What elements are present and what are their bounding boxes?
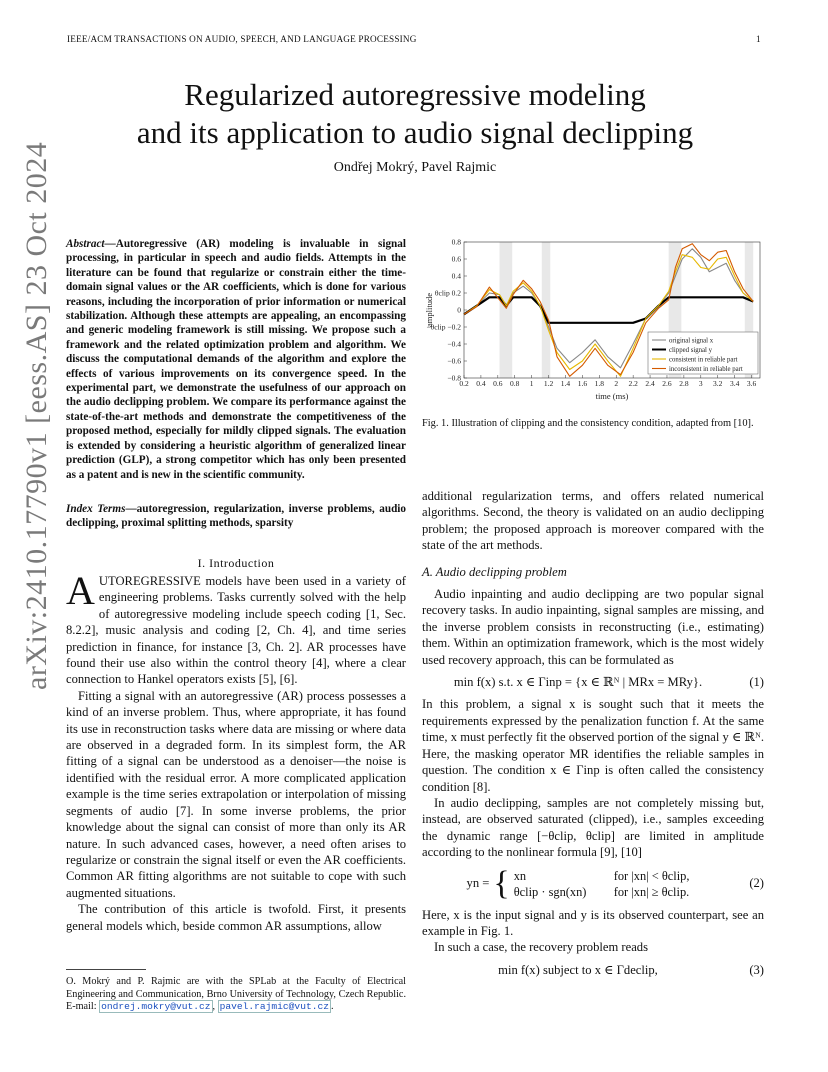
index-terms-text: —autoregression, regularization, inverse problems, audio declipping, proximal splitting methods, sparsity xyxy=(66,503,406,530)
eq2-cond-2: for |xn| ≥ θclip. xyxy=(613,884,690,899)
journal-header: IEEE/ACM TRANSACTIONS ON AUDIO, SPEECH, AND LANGUAGE PROCESSING xyxy=(67,34,417,44)
authors: Ondřej Mokrý, Pavel Rajmic xyxy=(333,160,497,175)
drop-cap: A xyxy=(66,568,95,613)
y-axis-label: amplitude xyxy=(424,293,434,327)
legend-label-1: clipped signal y xyxy=(669,347,713,354)
x-tick-label-11: 2.4 xyxy=(645,379,655,388)
arxiv-stamp: arXiv:2410.17790v1 [eess.AS] 23 Oct 2024 xyxy=(20,141,53,690)
equation-3-number: (3) xyxy=(749,962,764,977)
x-tick-label-12: 2.6 xyxy=(662,379,672,388)
intro-paragraph-1 xyxy=(66,568,406,688)
x-tick-label-7: 1.6 xyxy=(577,379,588,388)
x-tick-label-0: 0.2 xyxy=(459,379,469,388)
x-tick-label-13: 2.8 xyxy=(679,379,689,388)
title-line-2: and its application to audio signal declipping xyxy=(136,115,694,150)
abstract xyxy=(66,237,406,482)
footnote-sep: , xyxy=(212,1001,218,1013)
x-tick-label-4: 1 xyxy=(529,379,534,388)
y-tick-label-6: −0.4 xyxy=(447,339,461,349)
y-tick-label-4: 0 xyxy=(457,305,461,315)
equation-2-lhs: yn = xyxy=(466,876,490,891)
intro-text xyxy=(66,568,406,934)
x-tick-label-8: 1.8 xyxy=(594,379,605,388)
footnote-end: . xyxy=(330,1001,334,1013)
legend-label-2: consistent in reliable part xyxy=(669,356,738,364)
subsection-title-a: A. Audio declipping problem xyxy=(422,564,567,579)
x-tick-label-16: 3.4 xyxy=(729,379,740,388)
footnote-text: O. Mokrý and P. Rajmic are with the SPLab at the Faculty of Electrical Engineering and Communication, Brno University of Technology, Czech Republic. E-mail: xyxy=(66,976,406,1013)
section-title-intro: I. Introduction xyxy=(197,556,275,570)
x-tick-label-2: 0.6 xyxy=(493,379,503,388)
right-paragraph-cont: additional regularization terms, and offers related numerical algorithms. Second, the theory is validated on an audio declipping problem; the proposed approach is moreover compared with the state of the art methods. xyxy=(422,489,764,553)
x-tick-label-10: 2.2 xyxy=(628,379,638,388)
y-tick-label-0: 0.8 xyxy=(451,237,461,247)
x-tick-label-1: 0.4 xyxy=(476,379,486,388)
eq2-case-2: θclip · sgn(xn) xyxy=(513,884,587,899)
x-tick-label-3: 0.8 xyxy=(510,379,520,388)
y-tick-label-8: −0.8 xyxy=(447,373,461,383)
x-tick-label-9: 2 xyxy=(614,379,619,388)
equation-1-number: (1) xyxy=(749,675,764,690)
equation-2-brace: { xyxy=(493,864,510,902)
y-tick-label-7: −0.6 xyxy=(447,356,461,366)
right-paragraph-a4: Here, x is the input signal and y is its observed counterpart, see an example in Fig. 1. xyxy=(422,907,764,938)
shaded-interval-0 xyxy=(500,242,513,378)
right-column-text xyxy=(422,488,764,984)
x-tick-label-6: 1.4 xyxy=(560,379,571,388)
figure-caption: Fig. 1. Illustration of clipping and the consistency condition, adapted from [10]. xyxy=(422,418,754,429)
intro-paragraph-3: The contribution of this article is twofold. First, it presents general models which, beside common AR assumptions, allow xyxy=(66,902,406,933)
y-tick-label-2: 0.4 xyxy=(451,271,461,281)
equation-3 xyxy=(422,962,764,978)
clipping-figure xyxy=(420,236,770,406)
legend-label-3: inconsistent in reliable part xyxy=(669,366,743,373)
equation-1-body: min f(x) s.t. x ∈ Γinp = {x ∈ ℝᴺ | MRx = MRy}. xyxy=(453,675,703,690)
right-paragraph-a3: In audio declipping, samples are not completely missing but, instead, are observed saturated (clipped), i.e., samples exceeding the dynamic range [−θclip, θclip] are limited in amplitude according to the nonlinear formula [9], [10] xyxy=(422,795,764,860)
x-tick-label-14: 3 xyxy=(698,379,703,388)
equation-2-cases xyxy=(514,868,690,900)
equation-1 xyxy=(422,674,764,690)
right-paragraph-a5: In such a case, the recovery problem reads xyxy=(434,940,648,955)
abstract-text: —Autoregressive (AR) modeling is invaluable in signal processing, in particular in speech and audio fields. Attempts in the literature can be found that regularize or constrain either the time-domain signal values or the AR coefficients, which is done for various reasons, including the incorporation of prior information or numerical stabilization. Although these attempts are appealing, an encompassing and generic modeling framework is still missing. We propose such a framework and the related optimization problem and algorithm. We discuss the computational demands of the algorithm and explore the effects of various improvements on its convergence speed. In the experimental part, we demonstrate the usefulness of our approach on the audio declipping problem. We compare its performance against the state-of-the-art methods and demonstrate the competitiveness of the proposed method, especially for mildly clipped signals. The evaluation is extended by considering a heuristic algorithm of generalized linear prediction (GLP), a strong competitor which has only been presented as a patent and is new in the scientific community. xyxy=(66,238,406,481)
y-tick-label-5: −θclip −0.2 xyxy=(426,322,461,332)
footnote-rule xyxy=(66,969,146,970)
eq2-cond-1: for |xn| < θclip, xyxy=(613,868,690,883)
paper-title xyxy=(60,76,770,152)
x-tick-label-17: 3.6 xyxy=(746,379,757,388)
x-tick-label-5: 1.2 xyxy=(543,379,554,388)
x-axis-label: time (ms) xyxy=(595,391,629,401)
page-number: 1 xyxy=(756,34,761,44)
right-paragraph-a2: In this problem, a signal x is sought such that it meets the requirements expressed by the penalization function f. At the same time, x must perfectly fit the observed portion of the signal y ∈ ℝᴺ. Here, the masking operator MR identifies the reliable samples in question. The condition x ∈ Γinp is often called the consistency condition [8]. xyxy=(422,697,764,794)
x-tick-label-15: 3.2 xyxy=(713,379,723,388)
title-line-1: Regularized autoregressive modeling xyxy=(184,77,646,112)
equation-2-body xyxy=(422,864,734,902)
equation-3-body: min f(x) subject to x ∈ Γdeclip, xyxy=(498,962,658,977)
intro-p1-text: UTOREGRESSIVE models have been used in a variety of engineering problems. Tasks currently solved with the help of autoregressive modeling include speech coding [1, Sec. 8.2.2], music analysis and coding [2, Ch. 4], and time series prediction in finance, for instance [3, Ch. 2]. AR processes have found their use also within the control theory [4], where a clear connection to Hankel operators exists [5], [6]. xyxy=(66,574,406,687)
eq2-case-1: xn xyxy=(513,868,527,883)
email-link-1[interactable]: ondrej.mokry@vut.cz xyxy=(101,1001,211,1013)
equation-2-number: (2) xyxy=(749,876,764,891)
footnote xyxy=(66,976,406,1014)
y-tick-label-3: θclip 0.2 xyxy=(434,288,461,298)
abstract-label: Abstract xyxy=(66,238,105,250)
right-paragraph-a1: Audio inpainting and audio declipping are two popular signal recovery tasks. In audio inpainting, signal samples are missing, and the inverse problem consists in reconstructing (i.e., estimating) them. Within an optimization framework, which is the most widely used recovery approach, this can be formulated as xyxy=(422,587,764,667)
email-link-2[interactable]: pavel.rajmic@vut.cz xyxy=(219,1001,329,1013)
index-terms-label: Index Terms xyxy=(66,503,126,515)
index-terms xyxy=(66,502,406,531)
legend-label-0: original signal x xyxy=(669,337,714,345)
y-tick-label-1: 0.6 xyxy=(451,254,461,264)
equation-2 xyxy=(422,864,764,902)
intro-paragraph-2: Fitting a signal with an autoregressive (AR) process possesses a kind of an inverse problem. Thus, where appropriate, it has found its use in reconstruction tasks where data are missing or where data are observed in a degraded form. In its simplest form, the AR fitting of a signal can be understood as a denoiser—the noise is identified with the residual error. A more complicated application example is the time series extrapolation or interpolation of missing segments of audio [7]. In some inverse problems, the prior knowledge about the signal can consist of more than only its AR nature. In such advanced cases, however, a need often arises to regularize or constrain the signal itself or even the AR coefficients. Common AR fitting algorithms are not suitable to cope with such augmented situations. xyxy=(66,688,406,900)
